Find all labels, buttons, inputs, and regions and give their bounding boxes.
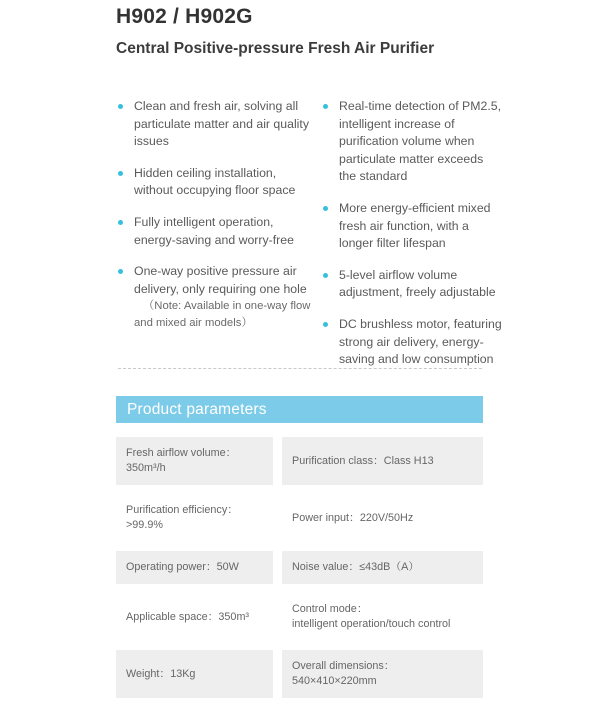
param-cell-left: Weight：13Kg — [116, 650, 273, 698]
feature-note: （Note: Available in one-way flow and mixed air models） — [134, 300, 311, 329]
header-block — [116, 0, 496, 59]
list-item — [317, 98, 502, 186]
table-row — [116, 437, 483, 485]
list-item — [112, 263, 312, 331]
table-row — [116, 593, 483, 641]
feature-text: Hidden ceiling installation, without occupying floor space — [134, 165, 296, 198]
list-item — [112, 98, 312, 151]
param-cell-left: Fresh airflow volume：350m³/h — [116, 437, 273, 485]
bullet-dot-icon — [118, 171, 123, 176]
feature-text: Clean and fresh air, solving all particulate matter and air quality issues — [134, 99, 309, 149]
bullet-dot-icon — [118, 104, 123, 109]
feature-text: Real-time detection of PM2.5, intelligent increase of purification volume when particulate matter exceeds the standard — [339, 99, 501, 184]
param-cell-left: Applicable space：350m³ — [116, 593, 273, 641]
param-cell-left: Purification efficiency：>99.9% — [116, 494, 273, 542]
param-label: Control mode： — [292, 603, 368, 615]
param-cell-right: Purification class：Class H13 — [282, 437, 483, 485]
list-item — [112, 165, 312, 200]
product-model: H902 / H902G — [116, 5, 253, 28]
table-row — [116, 551, 483, 584]
parameters-table — [116, 437, 483, 707]
table-row — [116, 650, 483, 698]
param-cell-left: Operating power：50W — [116, 551, 273, 584]
bullet-dot-icon — [323, 273, 328, 278]
feature-column-right — [317, 98, 502, 383]
list-item — [317, 267, 502, 302]
section-divider — [118, 368, 482, 369]
bullet-dot-icon — [323, 104, 328, 109]
section-title: Product parameters — [127, 401, 267, 418]
param-cell-right: Overall dimensions：540×410×220mm — [282, 650, 483, 698]
product-parameters-header — [116, 396, 483, 423]
table-row — [116, 494, 483, 542]
feature-text: DC brushless motor, featuring strong air delivery, energy-saving and low consumption — [339, 316, 502, 367]
feature-text: One-way positive pressure air delivery, only requiring one hole — [134, 264, 307, 296]
bullet-dot-icon — [323, 206, 328, 211]
feature-text: More energy-efficient mixed fresh air function, with a longer filter lifespan — [339, 200, 491, 251]
list-item — [112, 214, 312, 249]
page-title: Central Positive-pressure Fresh Air Purifier — [116, 40, 435, 57]
feature-text: 5-level airflow volume adjustment, freely adjustable — [339, 267, 496, 300]
param-cell-right — [282, 593, 483, 641]
list-item — [317, 316, 502, 369]
list-item — [317, 200, 502, 253]
param-cell-right: Power input：220V/50Hz — [282, 494, 483, 542]
feature-text: Fully intelligent operation, energy-saving and worry-free — [134, 214, 294, 247]
bullet-dot-icon — [323, 322, 328, 327]
feature-column-left — [112, 98, 312, 345]
bullet-dot-icon — [118, 220, 123, 225]
param-cell-right: Noise value：≤43dB（A） — [282, 551, 483, 584]
bullet-dot-icon — [118, 269, 123, 274]
param-value: intelligent operation/touch control — [292, 618, 451, 630]
